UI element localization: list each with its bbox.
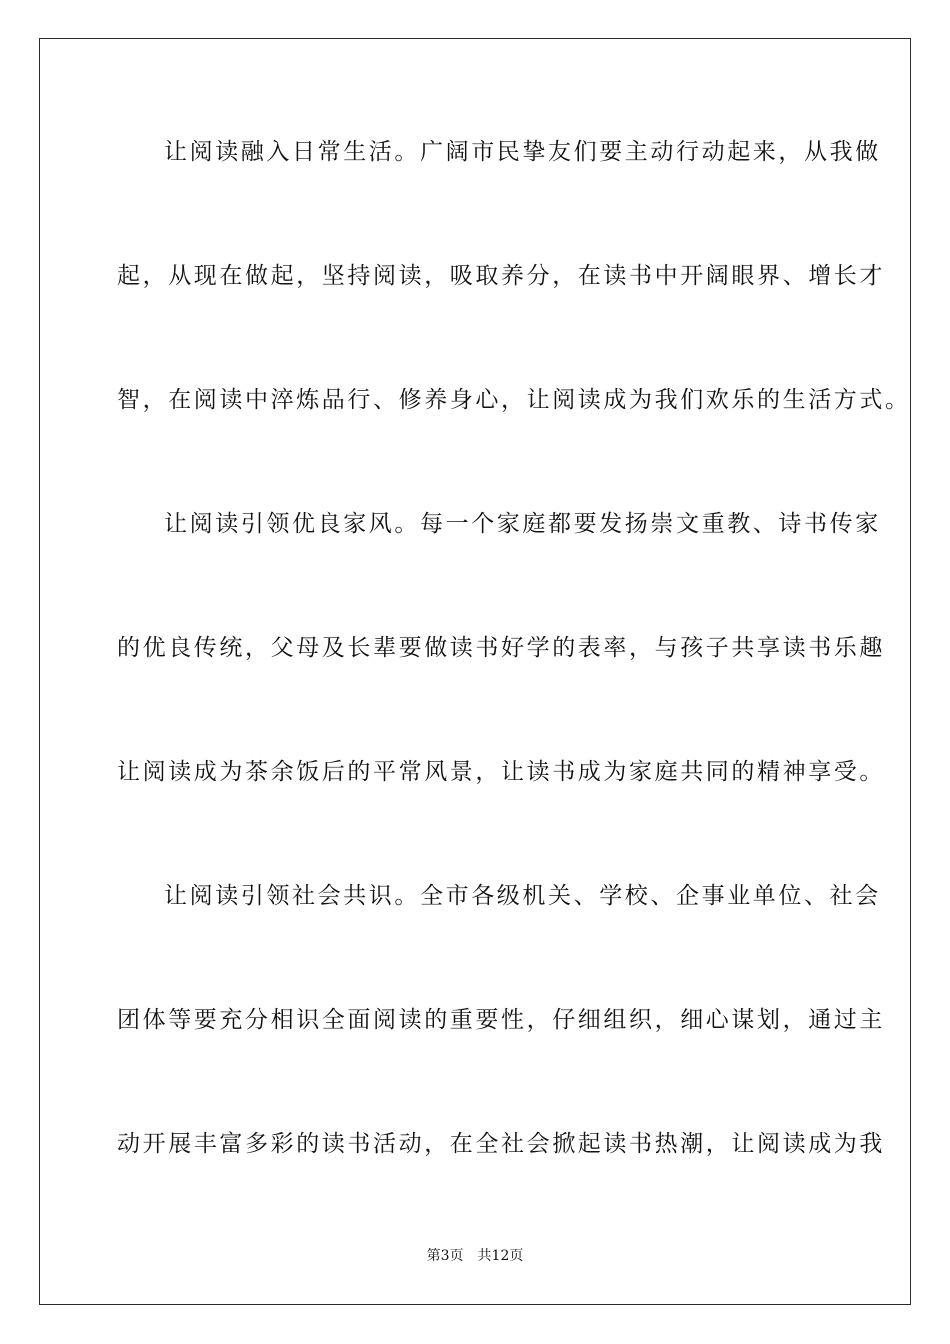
page-number-current: 第3页 [426, 1248, 464, 1264]
paragraph-1-line-2: 起，从现在做起，坚持阅读，吸取养分，在读书中开阔眼界、增长才 [117, 263, 885, 289]
page-footer [0, 1247, 950, 1265]
paragraph-3-line-1: 让阅读引领社会共识。全市各级机关、学校、企事业单位、社会 [164, 883, 881, 909]
paragraph-3-line-2: 团体等要充分相识全面阅读的重要性，仔细组织，细心谋划，通过主 [117, 1007, 885, 1033]
page-border [39, 38, 911, 1305]
paragraph-1-line-1: 让阅读融入日常生活。广阔市民挚友们要主动行动起来，从我做 [164, 139, 881, 165]
paragraph-2-line-2: 的优良传统，父母及长辈要做读书好学的表率，与孩子共享读书乐趣 [117, 635, 885, 661]
page-number-total: 共12页 [477, 1248, 524, 1264]
paragraph-2-line-1: 让阅读引领优良家风。每一个家庭都要发扬崇文重教、诗书传家 [164, 511, 881, 537]
paragraph-1-line-3: 智，在阅读中淬炼品行、修养身心，让阅读成为我们欢乐的生活方式。 [117, 387, 911, 413]
paragraph-2-line-3: 让阅读成为茶余饭后的平常风景，让读书成为家庭共同的精神享受。 [117, 759, 885, 785]
paragraph-3-line-3: 动开展丰富多彩的读书活动，在全社会掀起读书热潮，让阅读成为我 [117, 1131, 885, 1157]
